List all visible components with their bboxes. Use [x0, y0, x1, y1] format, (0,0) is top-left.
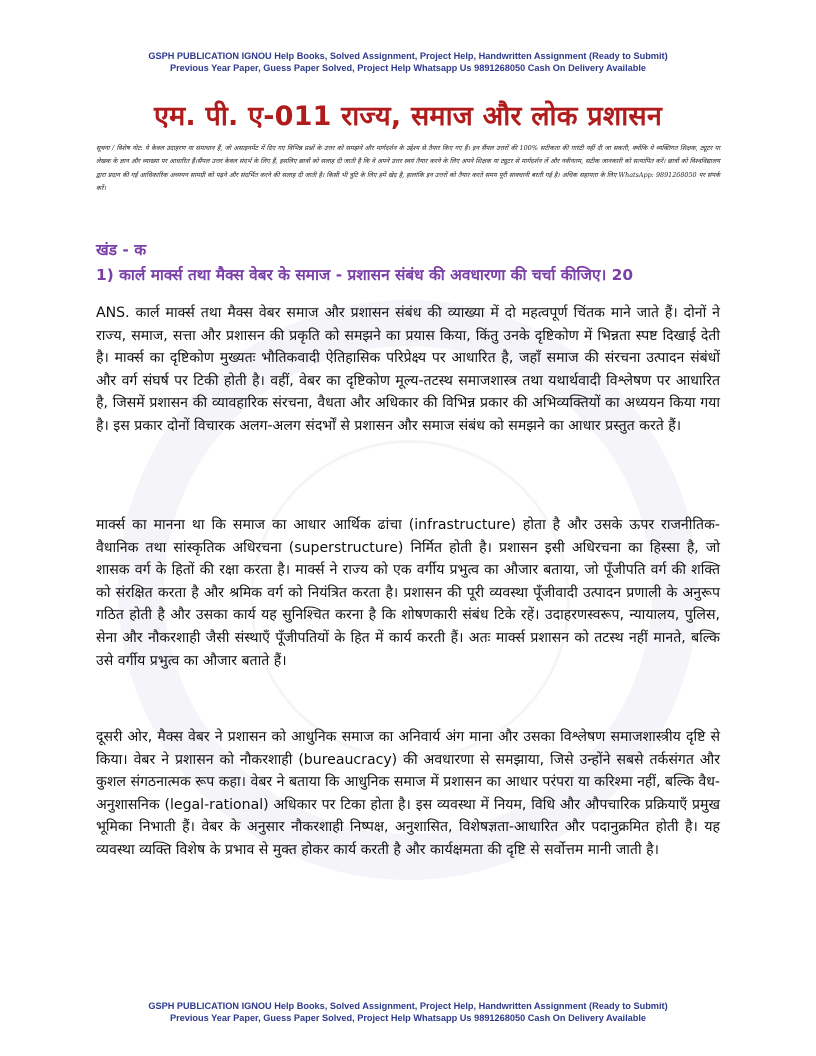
- section-heading: खंड - क: [96, 241, 147, 259]
- footer-line-2: Previous Year Paper, Guess Paper Solved, Project Help Whatsapp Us 9891268050 Cash On Delivery Available: [169, 1013, 647, 1023]
- page-title: एम. पी. ए-011 राज्य, समाज और लोक प्रशासन: [153, 101, 663, 132]
- answer-paragraph: मार्क्स का मानना था कि समाज का आधार आर्थिक ढांचा (infrastructure) होता है और उसके ऊपर राजनीतिक-वैधानिक तथा सांस्कृतिक अधिरचना (superstructure) निर्मित होती है। प्रशासन इसी अधिरचना का हिस्सा है, जो शासक वर्ग के हितों की रक्षा करता है। मार्क्स ने राज्य को एक वर्गीय प्रभुत्व का औजार बताया, जो पूँजीपति वर्ग की शक्ति को संरक्षित करता है और श्रमिक वर्ग को नियंत्रित करता है। प्रशासन की पूरी व्यवस्था पूँजीवादी उत्पादन प्रणाली के अनुरूप गठित होती है और उसका कार्य यह सुनिश्चित करना है कि शोषणकारी संबंध टिके रहें। उदाहरणस्वरूप, न्यायालय, पुलिस, सेना और नौकरशाही जैसी संस्थाएँ पूँजीपतियों के हित में कार्य करती हैं। अतः मार्क्स प्रशासन को तटस्थ नहीं मानते, बल्कि उसे वर्गीय प्रभुत्व का औजार बताते हैं।: [96, 517, 720, 669]
- header-line-2: Previous Year Paper, Guess Paper Solved, Project Help Whatsapp Us 9891268050 Cash On Delivery Available: [169, 63, 647, 73]
- answer-paragraph: ANS. कार्ल मार्क्स तथा मैक्स वेबर समाज और प्रशासन संबंध की व्याख्या में दो महत्वपूर्ण चिंतक माने जाते हैं। दोनों ने राज्य, समाज, सत्ता और प्रशासन की प्रकृति को समझने का प्रयास किया, किंतु उनके दृष्टिकोण में भिन्नता स्पष्ट दिखाई देती है। मार्क्स का दृष्टिकोण मुख्यतः भौतिकवादी ऐतिहासिक परिप्रेक्ष्य पर आधारित है, जहाँ समाज की संरचना उत्पादन संबंधों और वर्ग संघर्ष पर टिकी होती है। वहीं, वेबर का दृष्टिकोण मूल्य-तटस्थ समाजशास्त्र तथा यथार्थवादी विश्लेषण पर आधारित है, जिसमें प्रशासन की व्यावहारिक संरचना, वैधता और अधिकार की विभिन्न प्रकार की अभिव्यक्तियों का अध्ययन किया गया है। इस प्रकार दोनों विचारक अलग-अलग संदर्भों से प्रशासन और समाज संबंध को समझने का आधार प्रस्तुत करते हैं।: [96, 305, 720, 434]
- header-line-1: GSPH PUBLICATION IGNOU Help Books, Solved Assignment, Project Help, Handwritten Assignment (Ready to Submit): [148, 51, 668, 61]
- disclaimer-note: सूचना / विशेष नोट: ये केवल उदाहरण या समाधान हैं, जो असाइनमेंट में दिए गए विभिन्न प्रश्नों के उत्तर को समझने और मार्गदर्शन के उद्देश्य से तैयार किए गए हैं। इन सैंपल उत्तरों की 100% सटीकता की गारंटी नहीं दी जा सकती, क्योंकि ये व्यक्तिगत शिक्षक, ट्यूटर या लेखक के ज्ञान और व्याख्या पर आधारित हैं।सैंपल उत्तर केवल संदर्भ के लिए हैं, इसलिए छात्रों को सलाह दी जाती है कि वे अपने उत्तर स्वयं तैयार करने के लिए अपने शिक्षक या ट्यूटर से मार्गदर्शन लें और नवीनतम, सटीक जानकारी को सत्यापित करें। छात्रों को विश्वविद्यालय द्वारा प्रदान की गई आधिकारिक अध्ययन सामग्री को पढ़ने और संदर्भित करने की सलाह दी जाती है। किसी भी त्रुटि के लिए हमें खेद है, हालांकि इन उत्तरों को तैयार करते समय पूरी सावधानी बरती गई है। अधिक सहायता के लिए WhatsApp: 9891268050 पर संपर्क करें।: [96, 144, 720, 193]
- question-heading: 1) कार्ल मार्क्स तथा मैक्स वेबर के समाज - प्रशासन संबंध की अवधारणा की चर्चा कीजिए। 20: [96, 266, 634, 284]
- answer-paragraph: दूसरी ओर, मैक्स वेबर ने प्रशासन को आधुनिक समाज का अनिवार्य अंग माना और उसका विश्लेषण समाजशास्त्रीय दृष्टि से किया। वेबर ने प्रशासन को नौकरशाही (bureaucracy) की अवधारणा से समझाया, जिसे उन्होंने सबसे तर्कसंगत और कुशल संगठनात्मक रूप कहा। वेबर ने बताया कि आधुनिक समाज में प्रशासन का आधार परंपरा या करिश्मा नहीं, बल्कि वैध-अनुशासनिक (legal-rational) अधिकार पर टिका होता है। इस व्यवस्था में नियम, विधि और औपचारिक प्रक्रियाएँ प्रमुख भूमिका निभाती हैं। वेबर के अनुसार नौकरशाही निष्पक्ष, अनुशासित, विशेषज्ञता-आधारित और पदानुक्रमित होती है। यह व्यवस्था व्यक्ति विशेष के प्रभाव से मुक्त होकर कार्य करती है और कार्यक्षमता की दृष्टि से सर्वोत्तम मानी जाती है।: [96, 729, 720, 858]
- page-footer: [0, 1000, 816, 1024]
- footer-line-1: GSPH PUBLICATION IGNOU Help Books, Solved Assignment, Project Help, Handwritten Assignment (Ready to Submit): [148, 1001, 668, 1011]
- page-header: [0, 50, 816, 74]
